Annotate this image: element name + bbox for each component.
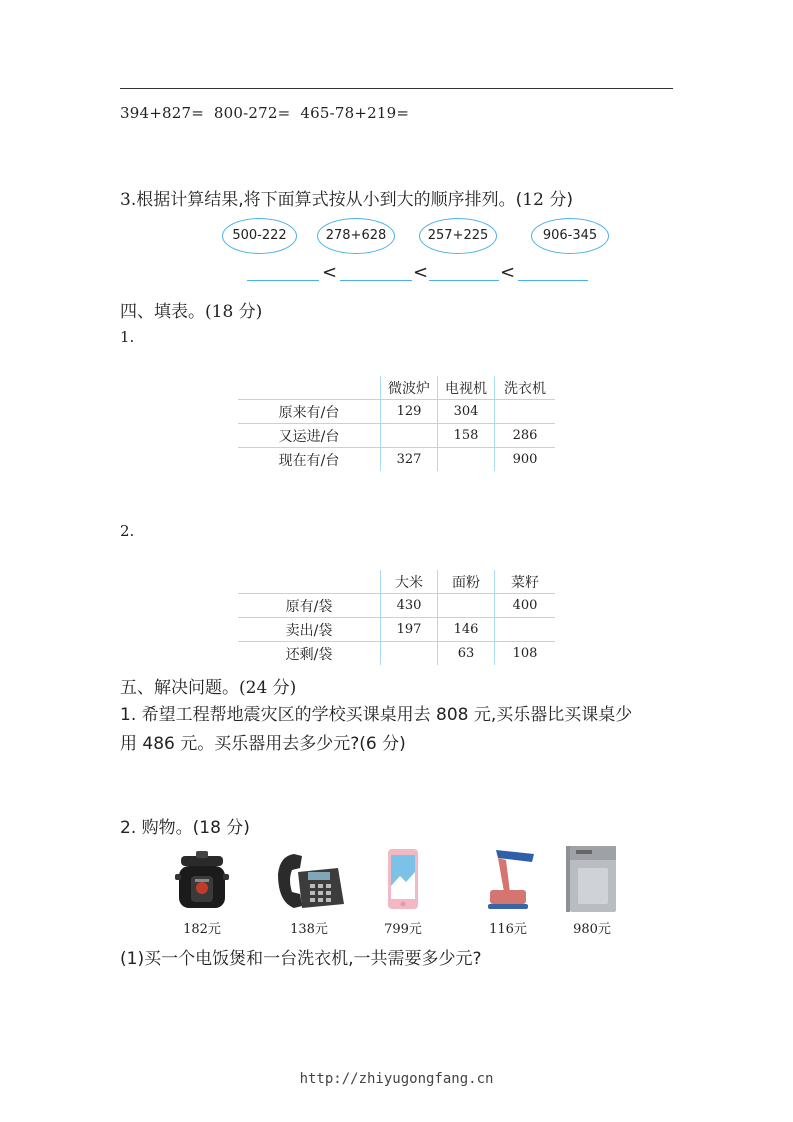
desk-lamp-item [476,846,540,937]
table-cell[interactable] [381,642,438,666]
row-label: 现在有/台 [238,448,381,472]
top-rule [120,88,673,89]
telephone-icon [272,848,346,914]
washing-machine-icon [560,842,624,914]
section4-score: (18 分) [205,302,263,322]
table-header: 菜籽 [495,570,556,594]
less-than-sign-1: < [322,262,338,283]
table-cell: 286 [495,424,556,448]
shopping-question-1: (1)买一个电饭煲和一台洗衣机,一共需要多少元? [120,949,482,969]
table-cell: 900 [495,448,556,472]
expression-oval-3: 257+225 [419,218,497,254]
expression-oval-2: 278+628 [317,218,395,254]
table-row [238,642,555,666]
q3-heading [120,185,573,210]
table-header: 大米 [381,570,438,594]
table-row [238,424,555,448]
row-label: 卖出/袋 [238,618,381,642]
row-label: 又运进/台 [238,424,381,448]
table-row [238,400,555,424]
table-header: 微波炉 [381,376,438,400]
row-label: 原有/袋 [238,594,381,618]
table-cell: 108 [495,642,556,666]
table-cell[interactable] [381,424,438,448]
mobile-phone-item [380,846,426,937]
q3-number: 3. [120,190,137,210]
section4-title: 四、填表。 [120,302,205,322]
telephone-price: 138元 [290,922,328,937]
table-cell[interactable] [495,618,556,642]
table-cell: 146 [438,618,495,642]
q3-score-close: 分) [543,190,573,210]
table-cell: 430 [381,594,438,618]
table-cell: 129 [381,400,438,424]
calc-problems-line: 394+827= 800-272= 465-78+219= [120,104,410,122]
table-row [238,594,555,618]
table-cell: 63 [438,642,495,666]
table-cell[interactable] [438,594,495,618]
row-label: 还剩/袋 [238,642,381,666]
table-cell [238,570,381,594]
expression-oval-1: 500-222 [222,218,297,254]
answer-blank-3[interactable] [429,280,499,281]
appliance-table [238,376,555,471]
telephone-item [272,848,346,937]
table-cell[interactable] [438,448,495,472]
table-header: 电视机 [438,376,495,400]
desk-lamp-price: 116元 [489,922,527,937]
row-label: 原来有/台 [238,400,381,424]
less-than-sign-2: < [413,262,429,283]
q3-score-num: 12 [522,190,544,210]
table-header: 洗衣机 [495,376,556,400]
section5-score: (24 分) [239,678,297,698]
problem1-line2: 用 486 元。买乐器用去多少元?(6 分) [120,734,406,754]
washing-machine-item [560,842,624,937]
table-header-row [238,376,555,400]
section4-sub2: 2. [120,522,135,540]
section5-title: 五、解决问题。 [120,678,239,698]
table-cell: 400 [495,594,556,618]
q3-text: 根据计算结果,将下面算式按从小到大的顺序排列。 [136,190,516,210]
table-row [238,618,555,642]
section4-heading [120,297,262,322]
less-than-sign-3: < [500,262,516,283]
washing-machine-price: 980元 [573,922,611,937]
desk-lamp-icon [476,846,540,914]
table-cell: 158 [438,424,495,448]
answer-blank-1[interactable] [247,280,319,281]
table-cell: 197 [381,618,438,642]
footer-url[interactable]: http://zhiyugongfang.cn [299,1071,494,1087]
rice-cooker-price: 182元 [183,922,221,937]
answer-blank-2[interactable] [340,280,412,281]
table-header-row [238,570,555,594]
problem1-line1: 1. 希望工程帮地震灾区的学校买课桌用去 808 元,买乐器比买课桌少 [120,705,633,725]
mobile-phone-icon [380,846,426,914]
rice-cooker-icon [172,848,232,914]
rice-cooker-item [172,848,232,937]
table-cell [238,376,381,400]
mobile-phone-price: 799元 [384,922,422,937]
q3-score-open: ( [515,190,523,210]
grain-table [238,570,555,665]
section4-sub1: 1. [120,328,135,346]
table-row [238,448,555,472]
section5-heading [120,673,296,698]
expression-oval-4: 906-345 [531,218,609,254]
table-cell: 327 [381,448,438,472]
problem2-title: 2. 购物。(18 分) [120,818,250,838]
table-cell: 304 [438,400,495,424]
table-header: 面粉 [438,570,495,594]
answer-blank-4[interactable] [518,280,588,281]
table-cell[interactable] [495,400,556,424]
